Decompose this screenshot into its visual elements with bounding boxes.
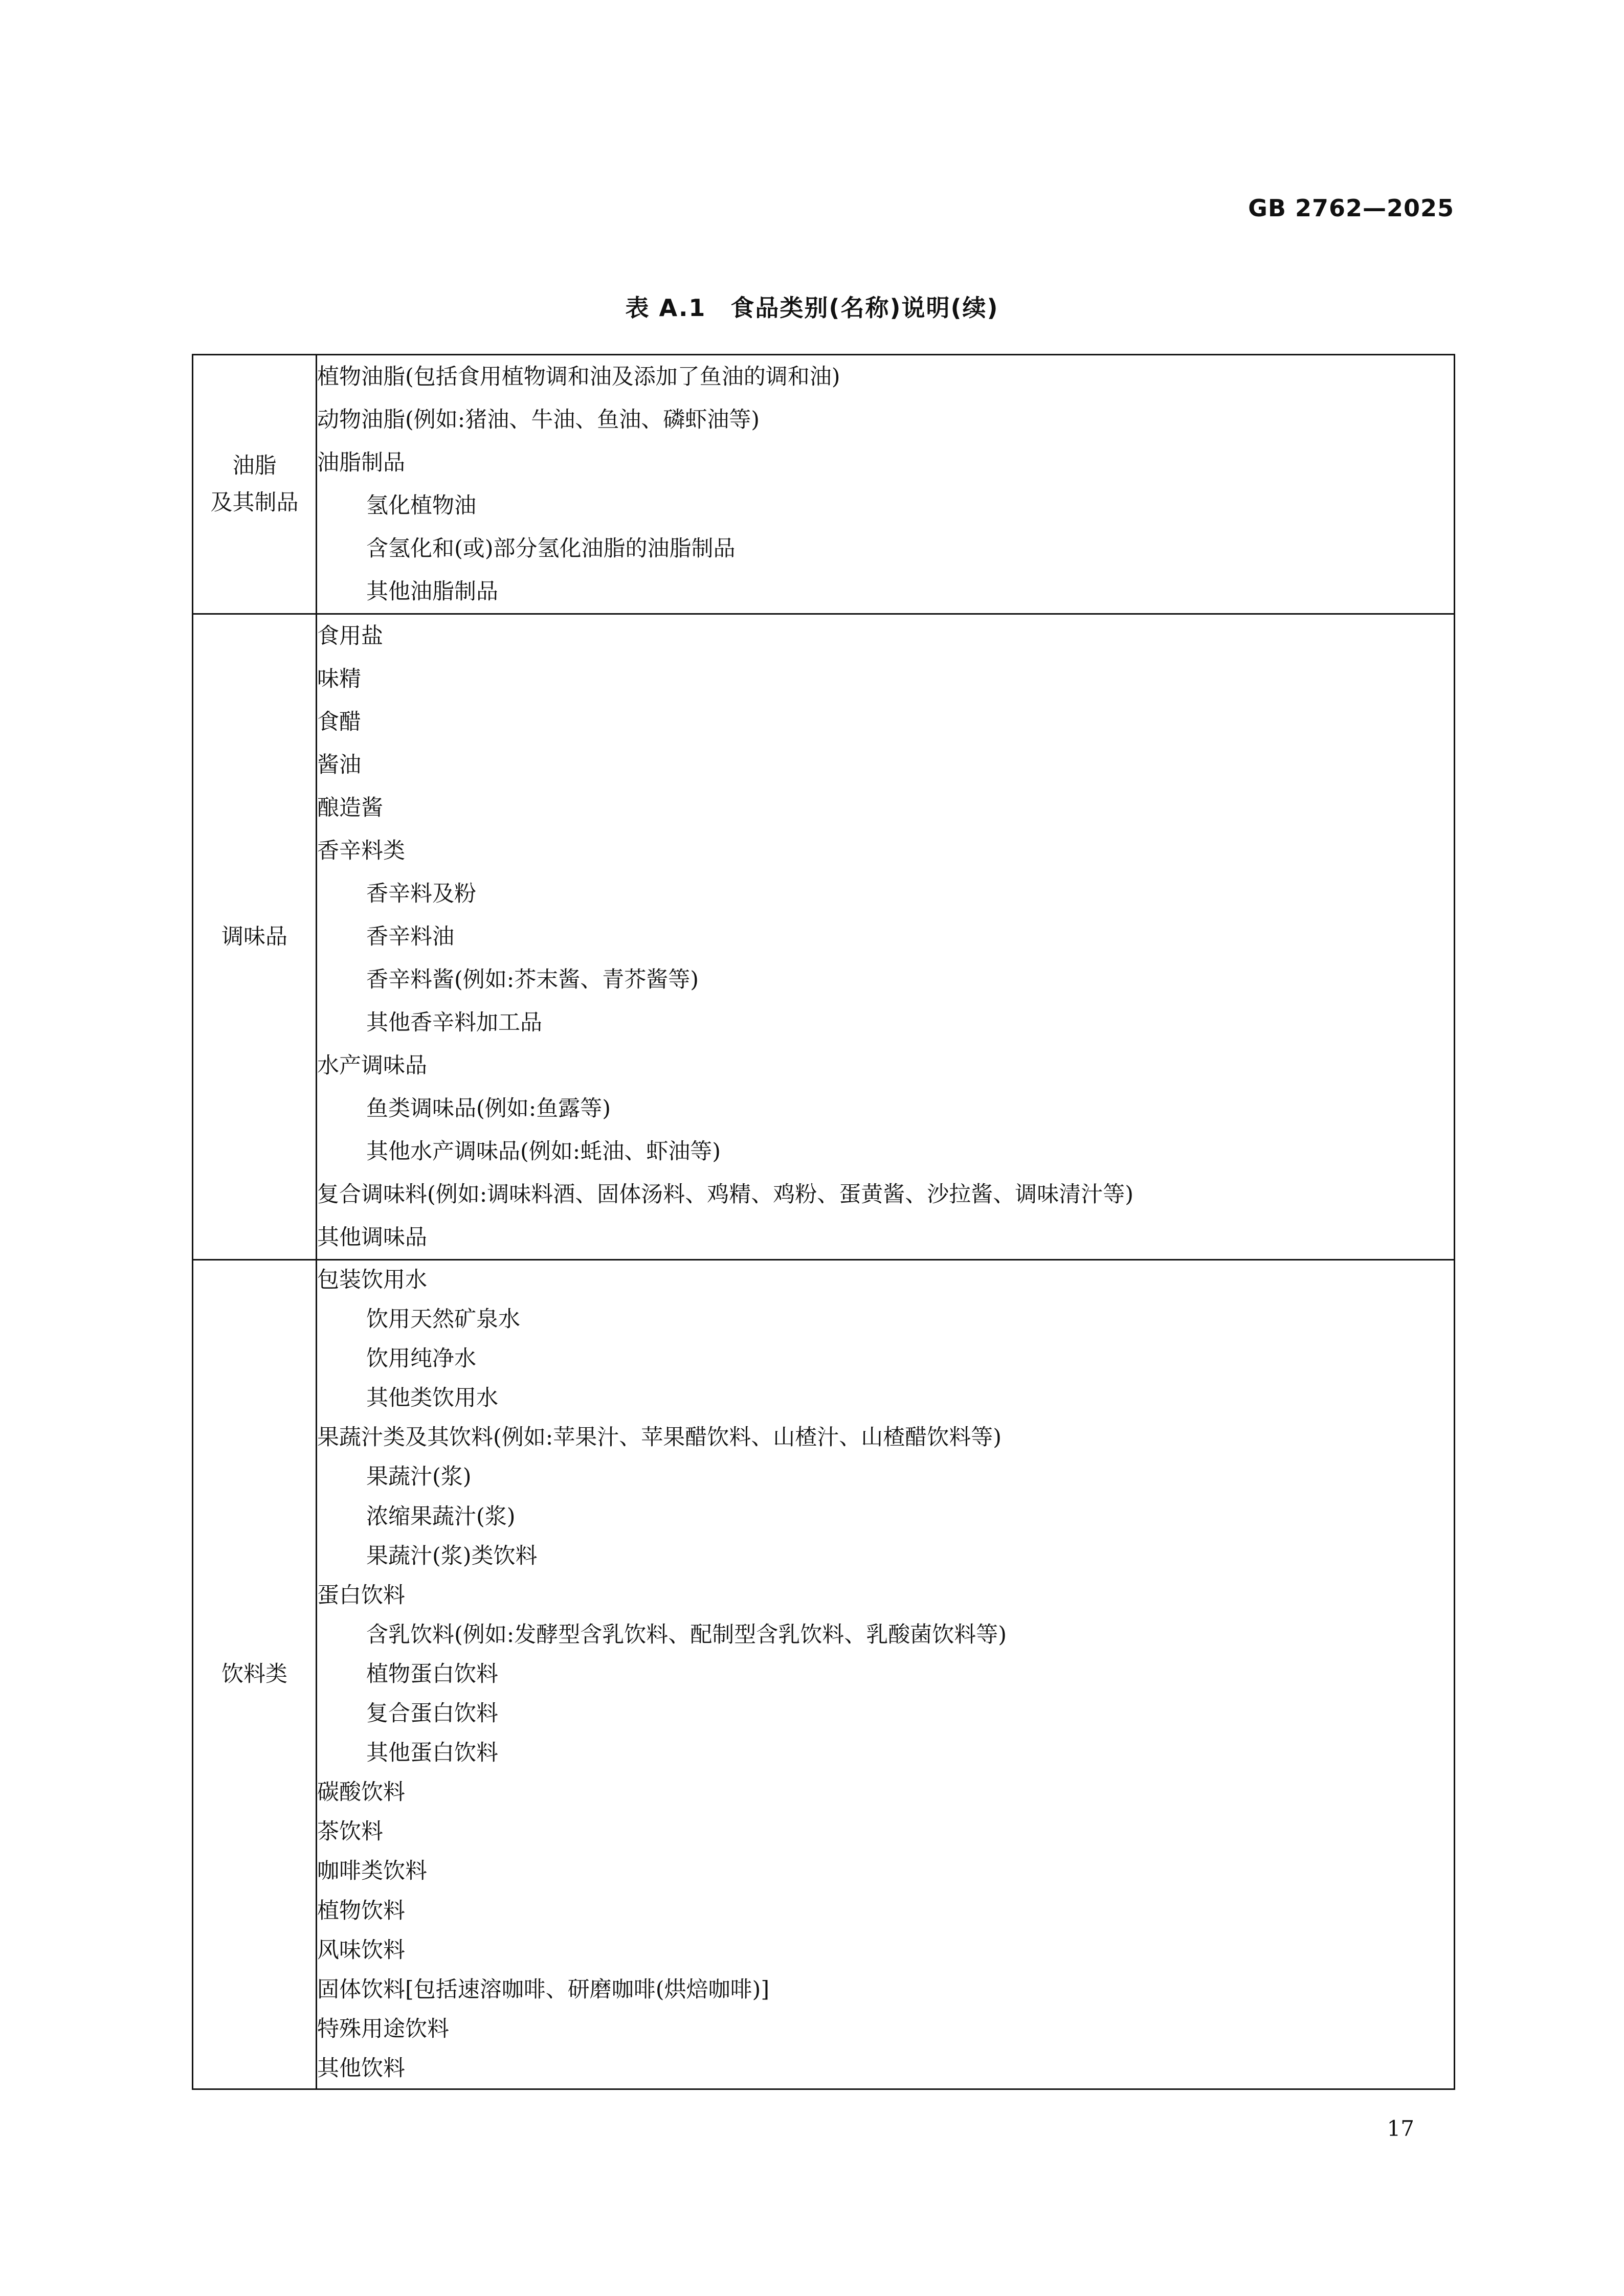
subcategory-item: 复合蛋白饮料 — [366, 1701, 498, 1727]
subcategory-item: 香辛料酱(例如:芥末酱、青芥酱等) — [366, 967, 699, 993]
food-category-table — [192, 354, 1455, 2090]
category-name: 调味品 — [193, 614, 317, 1260]
category-name: 油脂 及其制品 — [193, 355, 317, 614]
category-item: 其他调味品 — [317, 1225, 427, 1250]
subcategory-item: 饮用天然矿泉水 — [366, 1307, 520, 1333]
subcategory-item: 鱼类调味品(例如:鱼露等) — [366, 1096, 611, 1121]
category-item: 果蔬汁类及其饮料(例如:苹果汁、苹果醋饮料、山楂汁、山楂醋饮料等) — [317, 1425, 1002, 1451]
subcategory-item: 果蔬汁(浆)类饮料 — [366, 1543, 538, 1569]
category-item: 碳酸饮料 — [317, 1780, 405, 1806]
subcategory-item: 其他油脂制品 — [366, 579, 498, 604]
category-item: 水产调味品 — [317, 1053, 427, 1078]
category-row-beverages — [193, 1260, 1455, 2089]
category-item: 包装饮用水 — [317, 1267, 427, 1293]
category-item: 植物油脂(包括食用植物调和油及添加了鱼油的调和油) — [317, 364, 840, 390]
category-item: 味精 — [317, 666, 361, 692]
subcategory-item: 其他类饮用水 — [366, 1385, 498, 1411]
category-item: 特殊用途饮料 — [317, 2016, 449, 2042]
subcategory-item: 含氢化和(或)部分氢化油脂的油脂制品 — [366, 536, 736, 561]
category-items — [317, 614, 1455, 1260]
category-items — [317, 1260, 1455, 2089]
category-row-oils-fats — [193, 355, 1455, 614]
category-item: 油脂制品 — [317, 450, 405, 476]
category-item: 动物油脂(例如:猪油、牛油、鱼油、磷虾油等) — [317, 407, 760, 433]
category-item: 固体饮料[包括速溶咖啡、研磨咖啡(烘焙咖啡)] — [317, 1976, 770, 2002]
subcategory-item: 饮用纯净水 — [366, 1346, 476, 1372]
category-item: 酿造酱 — [317, 795, 383, 821]
category-item: 香辛料类 — [317, 838, 405, 864]
category-item: 其他饮料 — [317, 2055, 405, 2081]
category-item: 咖啡类饮料 — [317, 1858, 427, 1884]
subcategory-item: 香辛料及粉 — [366, 881, 476, 907]
category-items — [317, 355, 1455, 614]
subcategory-item: 香辛料油 — [366, 924, 454, 950]
category-item: 植物饮料 — [317, 1898, 405, 1924]
table-title: 表 A.1 食品类别(名称)说明(续) — [625, 294, 999, 322]
subcategory-item: 其他香辛料加工品 — [366, 1010, 542, 1036]
subcategory-item: 植物蛋白饮料 — [366, 1661, 498, 1687]
subcategory-item: 其他水产调味品(例如:蚝油、虾油等) — [366, 1139, 721, 1164]
subcategory-item: 果蔬汁(浆) — [366, 1464, 472, 1490]
subcategory-item: 浓缩果蔬汁(浆) — [366, 1503, 516, 1529]
subcategory-item: 氢化植物油 — [366, 493, 476, 519]
category-item: 食用盐 — [317, 623, 383, 649]
category-item: 酱油 — [317, 752, 361, 778]
category-item: 风味饮料 — [317, 1937, 405, 1963]
category-name: 饮料类 — [193, 1260, 317, 2089]
category-item: 蛋白饮料 — [317, 1582, 405, 1608]
category-item: 复合调味料(例如:调味料酒、固体汤料、鸡精、鸡粉、蛋黄酱、沙拉酱、调味清汁等) — [317, 1182, 1134, 1207]
category-item: 茶饮料 — [317, 1819, 383, 1845]
category-item: 食醋 — [317, 709, 361, 735]
subcategory-item: 其他蛋白饮料 — [366, 1740, 498, 1766]
category-row-seasonings — [193, 614, 1455, 1260]
subcategory-item: 含乳饮料(例如:发酵型含乳饮料、配制型含乳饮料、乳酸菌饮料等) — [366, 1622, 1007, 1648]
standard-code: GB 2762—2025 — [1248, 194, 1454, 222]
page-number: 17 — [1387, 2116, 1414, 2141]
